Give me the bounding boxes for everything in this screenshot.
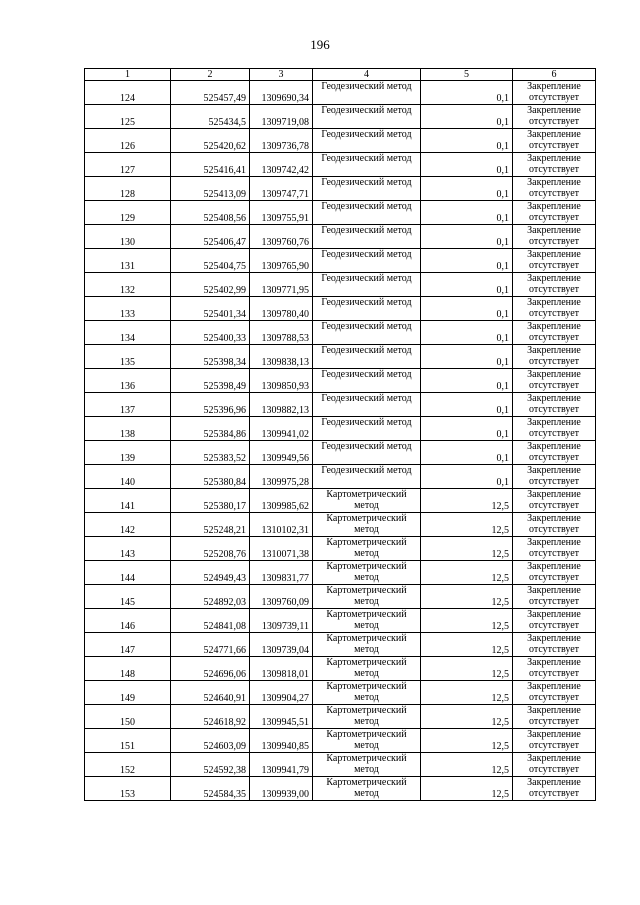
fixing-cell: Закрепление отсутствует [513,393,596,417]
x-coordinate-cell: 525404,75 [171,249,250,273]
table-row [85,345,596,369]
y-coordinate-cell: 1309739,11 [250,609,313,633]
accuracy-cell: 12,5 [421,753,513,777]
point-number-cell: 135 [85,345,171,369]
accuracy-cell: 12,5 [421,729,513,753]
point-number-cell: 136 [85,369,171,393]
method-cell: Картометрический метод [313,729,421,753]
point-number-cell: 131 [85,249,171,273]
point-number-cell: 139 [85,441,171,465]
accuracy-cell: 0,1 [421,369,513,393]
table-row [85,153,596,177]
y-coordinate-cell: 1309985,62 [250,489,313,513]
accuracy-cell: 0,1 [421,393,513,417]
table-row [85,657,596,681]
x-coordinate-cell: 525383,52 [171,441,250,465]
table-row [85,273,596,297]
fixing-cell: Закрепление отсутствует [513,249,596,273]
x-coordinate-cell: 525384,86 [171,417,250,441]
accuracy-cell: 12,5 [421,657,513,681]
table-row [85,513,596,537]
table-row [85,489,596,513]
table-row [85,537,596,561]
accuracy-cell: 0,1 [421,249,513,273]
y-coordinate-cell: 1309747,71 [250,177,313,201]
x-coordinate-cell: 524949,43 [171,561,250,585]
y-coordinate-cell: 1309788,53 [250,321,313,345]
point-number-cell: 151 [85,729,171,753]
column-header: 1 [85,69,171,81]
table-body [85,81,596,801]
y-coordinate-cell: 1310102,31 [250,513,313,537]
y-coordinate-cell: 1309765,90 [250,249,313,273]
point-number-cell: 150 [85,705,171,729]
table-row [85,729,596,753]
accuracy-cell: 12,5 [421,705,513,729]
point-number-cell: 130 [85,225,171,249]
fixing-cell: Закрепление отсутствует [513,441,596,465]
x-coordinate-cell: 525400,33 [171,321,250,345]
x-coordinate-cell: 525408,56 [171,201,250,225]
table-row [85,201,596,225]
table-row [85,561,596,585]
y-coordinate-cell: 1309818,01 [250,657,313,681]
point-number-cell: 125 [85,105,171,129]
x-coordinate-cell: 525413,09 [171,177,250,201]
y-coordinate-cell: 1309780,40 [250,297,313,321]
accuracy-cell: 0,1 [421,441,513,465]
x-coordinate-cell: 525416,41 [171,153,250,177]
table-row [85,705,596,729]
accuracy-cell: 0,1 [421,321,513,345]
table-row [85,681,596,705]
method-cell: Геодезический метод [313,201,421,225]
accuracy-cell: 0,1 [421,465,513,489]
y-coordinate-cell: 1309882,13 [250,393,313,417]
table-row [85,225,596,249]
table-row [85,465,596,489]
point-number-cell: 138 [85,417,171,441]
coordinates-table [84,68,596,801]
method-cell: Геодезический метод [313,393,421,417]
fixing-cell: Закрепление отсутствует [513,777,596,801]
fixing-cell: Закрепление отсутствует [513,297,596,321]
table-row [85,177,596,201]
x-coordinate-cell: 525406,47 [171,225,250,249]
y-coordinate-cell: 1310071,38 [250,537,313,561]
fixing-cell: Закрепление отсутствует [513,201,596,225]
fixing-cell: Закрепление отсутствует [513,465,596,489]
accuracy-cell: 12,5 [421,777,513,801]
point-number-cell: 126 [85,129,171,153]
y-coordinate-cell: 1309760,76 [250,225,313,249]
method-cell: Картометрический метод [313,513,421,537]
fixing-cell: Закрепление отсутствует [513,513,596,537]
method-cell: Картометрический метод [313,561,421,585]
fixing-cell: Закрепление отсутствует [513,705,596,729]
accuracy-cell: 0,1 [421,177,513,201]
point-number-cell: 128 [85,177,171,201]
x-coordinate-cell: 525248,21 [171,513,250,537]
method-cell: Картометрический метод [313,489,421,513]
accuracy-cell: 0,1 [421,153,513,177]
accuracy-cell: 0,1 [421,345,513,369]
y-coordinate-cell: 1309940,85 [250,729,313,753]
method-cell: Картометрический метод [313,585,421,609]
method-cell: Картометрический метод [313,609,421,633]
y-coordinate-cell: 1309941,02 [250,417,313,441]
x-coordinate-cell: 525402,99 [171,273,250,297]
accuracy-cell: 0,1 [421,129,513,153]
fixing-cell: Закрепление отсутствует [513,753,596,777]
fixing-cell: Закрепление отсутствует [513,417,596,441]
x-coordinate-cell: 524603,09 [171,729,250,753]
method-cell: Картометрический метод [313,777,421,801]
method-cell: Геодезический метод [313,297,421,321]
fixing-cell: Закрепление отсутствует [513,345,596,369]
method-cell: Геодезический метод [313,417,421,441]
x-coordinate-cell: 524841,08 [171,609,250,633]
fixing-cell: Закрепление отсутствует [513,609,596,633]
accuracy-cell: 0,1 [421,417,513,441]
method-cell: Картометрический метод [313,537,421,561]
x-coordinate-cell: 524592,38 [171,753,250,777]
y-coordinate-cell: 1309739,04 [250,633,313,657]
method-cell: Геодезический метод [313,345,421,369]
y-coordinate-cell: 1309949,56 [250,441,313,465]
x-coordinate-cell: 525434,5 [171,105,250,129]
point-number-cell: 145 [85,585,171,609]
x-coordinate-cell: 525398,34 [171,345,250,369]
x-coordinate-cell: 525398,49 [171,369,250,393]
x-coordinate-cell: 525208,76 [171,537,250,561]
fixing-cell: Закрепление отсутствует [513,81,596,105]
table-row [85,321,596,345]
fixing-cell: Закрепление отсутствует [513,681,596,705]
method-cell: Геодезический метод [313,273,421,297]
table-row [85,585,596,609]
fixing-cell: Закрепление отсутствует [513,129,596,153]
point-number-cell: 134 [85,321,171,345]
method-cell: Геодезический метод [313,105,421,129]
x-coordinate-cell: 524584,35 [171,777,250,801]
y-coordinate-cell: 1309941,79 [250,753,313,777]
accuracy-cell: 0,1 [421,273,513,297]
table-row [85,753,596,777]
x-coordinate-cell: 525457,49 [171,81,250,105]
point-number-cell: 140 [85,465,171,489]
y-coordinate-cell: 1309904,27 [250,681,313,705]
column-header: 6 [513,69,596,81]
table-row [85,369,596,393]
x-coordinate-cell: 524696,06 [171,657,250,681]
accuracy-cell: 0,1 [421,105,513,129]
fixing-cell: Закрепление отсутствует [513,369,596,393]
point-number-cell: 142 [85,513,171,537]
table-row [85,609,596,633]
x-coordinate-cell: 525401,34 [171,297,250,321]
point-number-cell: 148 [85,657,171,681]
table-header-row [85,69,596,81]
point-number-cell: 147 [85,633,171,657]
x-coordinate-cell: 525420,62 [171,129,250,153]
column-header: 3 [250,69,313,81]
point-number-cell: 141 [85,489,171,513]
y-coordinate-cell: 1309850,93 [250,369,313,393]
fixing-cell: Закрепление отсутствует [513,105,596,129]
fixing-cell: Закрепление отсутствует [513,561,596,585]
column-header: 5 [421,69,513,81]
method-cell: Геодезический метод [313,441,421,465]
point-number-cell: 146 [85,609,171,633]
column-header: 4 [313,69,421,81]
table-row [85,633,596,657]
x-coordinate-cell: 525380,17 [171,489,250,513]
column-header: 2 [171,69,250,81]
point-number-cell: 137 [85,393,171,417]
x-coordinate-cell: 525396,96 [171,393,250,417]
accuracy-cell: 12,5 [421,561,513,585]
y-coordinate-cell: 1309939,00 [250,777,313,801]
table-row [85,777,596,801]
y-coordinate-cell: 1309690,34 [250,81,313,105]
fixing-cell: Закрепление отсутствует [513,633,596,657]
method-cell: Геодезический метод [313,81,421,105]
accuracy-cell: 12,5 [421,513,513,537]
method-cell: Картометрический метод [313,681,421,705]
fixing-cell: Закрепление отсутствует [513,273,596,297]
accuracy-cell: 12,5 [421,537,513,561]
y-coordinate-cell: 1309760,09 [250,585,313,609]
accuracy-cell: 12,5 [421,633,513,657]
method-cell: Геодезический метод [313,369,421,393]
method-cell: Картометрический метод [313,633,421,657]
y-coordinate-cell: 1309831,77 [250,561,313,585]
y-coordinate-cell: 1309975,28 [250,465,313,489]
table-row [85,105,596,129]
y-coordinate-cell: 1309742,42 [250,153,313,177]
point-number-cell: 129 [85,201,171,225]
y-coordinate-cell: 1309945,51 [250,705,313,729]
accuracy-cell: 12,5 [421,609,513,633]
method-cell: Геодезический метод [313,129,421,153]
fixing-cell: Закрепление отсутствует [513,177,596,201]
table-row [85,393,596,417]
accuracy-cell: 0,1 [421,297,513,321]
method-cell: Геодезический метод [313,177,421,201]
table-row [85,81,596,105]
point-number-cell: 152 [85,753,171,777]
fixing-cell: Закрепление отсутствует [513,153,596,177]
table-row [85,297,596,321]
table-row [85,441,596,465]
table-row [85,129,596,153]
y-coordinate-cell: 1309838,13 [250,345,313,369]
fixing-cell: Закрепление отсутствует [513,225,596,249]
fixing-cell: Закрепление отсутствует [513,585,596,609]
point-number-cell: 143 [85,537,171,561]
fixing-cell: Закрепление отсутствует [513,657,596,681]
x-coordinate-cell: 524892,03 [171,585,250,609]
fixing-cell: Закрепление отсутствует [513,729,596,753]
method-cell: Картометрический метод [313,657,421,681]
y-coordinate-cell: 1309719,08 [250,105,313,129]
y-coordinate-cell: 1309771,95 [250,273,313,297]
point-number-cell: 153 [85,777,171,801]
method-cell: Геодезический метод [313,465,421,489]
method-cell: Картометрический метод [313,705,421,729]
accuracy-cell: 12,5 [421,681,513,705]
x-coordinate-cell: 524640,91 [171,681,250,705]
fixing-cell: Закрепление отсутствует [513,537,596,561]
method-cell: Геодезический метод [313,321,421,345]
method-cell: Геодезический метод [313,225,421,249]
fixing-cell: Закрепление отсутствует [513,489,596,513]
method-cell: Геодезический метод [313,153,421,177]
accuracy-cell: 12,5 [421,585,513,609]
y-coordinate-cell: 1309755,91 [250,201,313,225]
fixing-cell: Закрепление отсутствует [513,321,596,345]
accuracy-cell: 0,1 [421,81,513,105]
y-coordinate-cell: 1309736,78 [250,129,313,153]
accuracy-cell: 0,1 [421,201,513,225]
table-row [85,249,596,273]
accuracy-cell: 0,1 [421,225,513,249]
point-number-cell: 132 [85,273,171,297]
x-coordinate-cell: 524618,92 [171,705,250,729]
point-number-cell: 133 [85,297,171,321]
x-coordinate-cell: 525380,84 [171,465,250,489]
method-cell: Геодезический метод [313,249,421,273]
point-number-cell: 124 [85,81,171,105]
page-number: 196 [310,37,330,52]
accuracy-cell: 12,5 [421,489,513,513]
point-number-cell: 144 [85,561,171,585]
table-row [85,417,596,441]
method-cell: Картометрический метод [313,753,421,777]
point-number-cell: 149 [85,681,171,705]
point-number-cell: 127 [85,153,171,177]
x-coordinate-cell: 524771,66 [171,633,250,657]
